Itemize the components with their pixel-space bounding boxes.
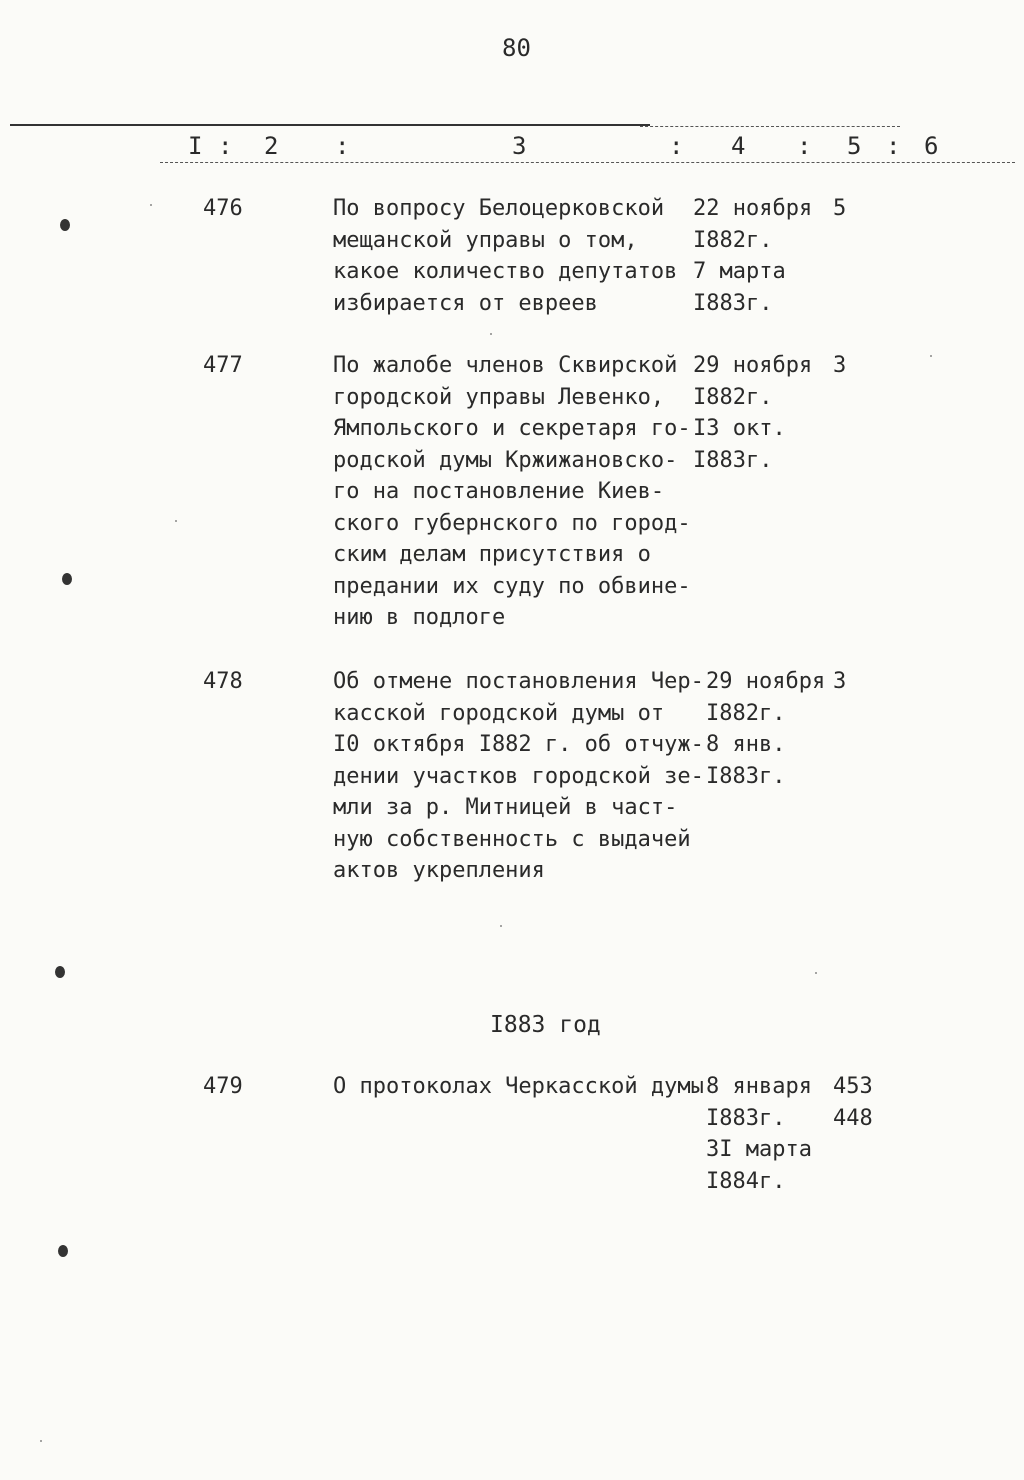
entry-dates: 8 января I883г. 3I марта I884г. (706, 1074, 812, 1194)
header-col-4: 4 (731, 132, 746, 160)
entry-description: По вопросу Белоцерковской мещанской управы о том, какое количество депутатов избирается от евреев (333, 196, 678, 316)
header-col-3: 3 (512, 132, 527, 160)
header-col-2: 2 (264, 132, 279, 160)
scan-speck (490, 333, 492, 335)
scan-speck (815, 972, 817, 974)
entry-sheet-count: 5 (833, 196, 847, 221)
header-col-6: 6 (924, 132, 939, 160)
scan-speck (40, 1440, 42, 1442)
header-sep: : (886, 132, 901, 160)
entry-number: 476 (203, 196, 243, 221)
scan-speck (500, 925, 502, 927)
header-col-1: I (188, 132, 203, 160)
binding-hole (62, 573, 72, 585)
header-top-rule (10, 124, 650, 126)
entry-number: 478 (203, 669, 243, 694)
year-heading: I883 год (490, 1012, 601, 1038)
scan-speck (150, 204, 152, 206)
header-sep: : (669, 132, 684, 160)
scan-speck (175, 520, 177, 522)
header-sep: : (335, 132, 350, 160)
binding-hole (58, 1245, 68, 1257)
entry-description: Об отмене постановления Чер- касской городской думы от I0 октября I882 г. об отчуж- дении участков городской зе- мли за р. Митницей в част- ную собственность с выдачей актов укрепления (333, 669, 704, 883)
header-col-5: 5 (847, 132, 862, 160)
entry-dates: 29 ноября I882г. 8 янв. I883г. (706, 669, 826, 789)
binding-hole (55, 966, 65, 978)
entry-dates: 29 ноября I882г. I3 окт. I883г. (693, 353, 813, 473)
entry-sheet-count: 453 448 (833, 1074, 873, 1131)
header-top-rule-dashed (640, 126, 900, 127)
entry-number: 479 (203, 1074, 243, 1099)
header-bottom-rule (160, 162, 1015, 163)
entry-dates: 22 ноября I882г. 7 марта I883г. (693, 196, 813, 316)
entry-description: По жалобе членов Сквирской городской управы Левенко, Ямпольского и секретаря го- родской думы Кржижановско- го на постановление Киев- ского губернского по город- ским делам присутствия о предании их суду по обвине- нию в подлоге (333, 353, 691, 630)
scan-speck (930, 355, 932, 357)
entry-number: 477 (203, 353, 243, 378)
page-number: 80 (502, 34, 531, 62)
header-sep: : (218, 132, 233, 160)
entry-description: О протоколах Черкасской думы (333, 1074, 704, 1099)
binding-hole (60, 219, 70, 231)
entry-sheet-count: 3 (833, 353, 847, 378)
entry-sheet-count: 3 (833, 669, 847, 694)
header-sep: : (797, 132, 812, 160)
